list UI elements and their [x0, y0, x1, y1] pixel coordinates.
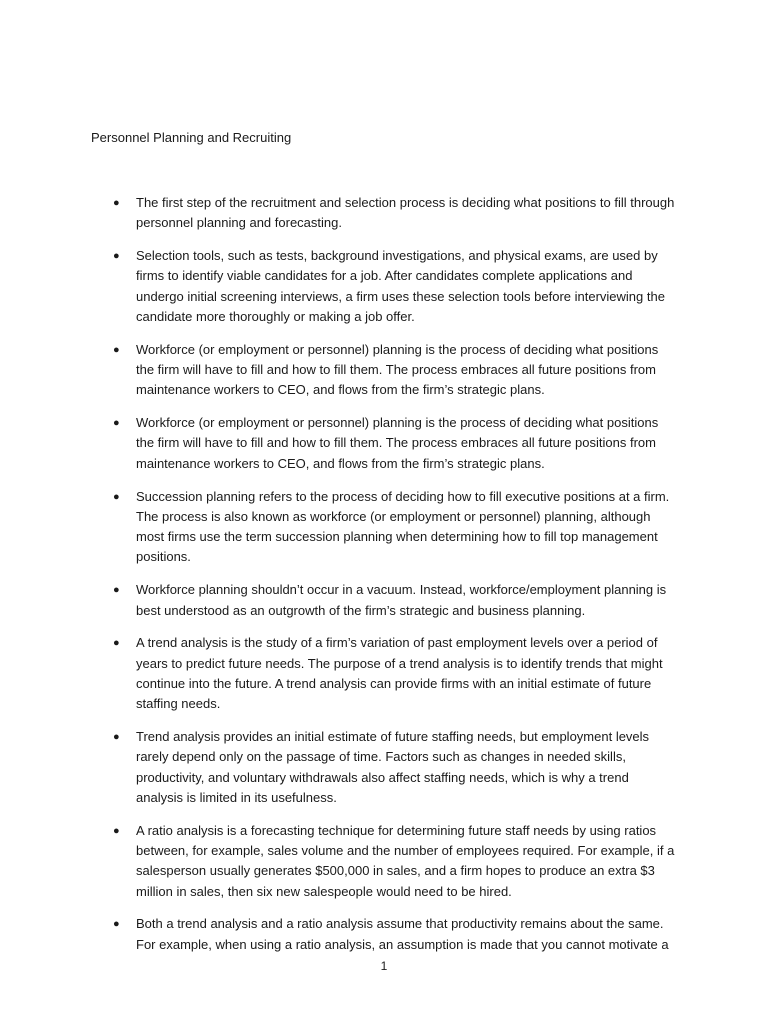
- list-item: [0, 246, 768, 327]
- list-item: [0, 193, 768, 234]
- bullet-text: Workforce (or employment or personnel) planning is the process of deciding what positions the firm will have to fill and how to fill them. The process embraces all future positions from maintenance workers to CEO, and flows from the firm’s strategic plans.: [136, 415, 659, 471]
- bullet-text: A ratio analysis is a forecasting technique for determining future staff needs by using ratios between, for example, sales volume and the number of employees required. For example, if a salesperson usually generates $500,000 in sales, and a firm hopes to produce an extra $3 million in sales, then six new salespeople would need to be hired.: [136, 822, 675, 899]
- page-number: 1: [380, 959, 388, 973]
- bullet-icon: ●: [113, 824, 120, 837]
- bullet-text: Trend analysis provides an initial estimate of future staffing needs, but employment levels rarely depend only on the passage of time. Factors such as changes in needed skills, productivity, and voluntary withdrawals also affect staffing needs, which is why a trend analysis is limited in its usefulness.: [136, 729, 650, 805]
- bullet-icon: ●: [113, 343, 120, 356]
- bullet-icon: ●: [113, 637, 120, 650]
- bullet-icon: ●: [113, 584, 120, 597]
- bullet-text: Workforce (or employment or personnel) planning is the process of deciding what positions the firm will have to fill and how to fill them. The process embraces all future positions from maintenance workers to CEO, and flows from the firm’s strategic plans.: [136, 341, 659, 398]
- list-item: [0, 821, 768, 902]
- bullet-icon: ●: [113, 417, 120, 430]
- bullet-icon: ●: [113, 731, 120, 744]
- bullet-text: The first step of the recruitment and selection process is deciding what positions to fill through personnel planning and forecasting.: [136, 195, 675, 231]
- bullet-text: Both a trend analysis and a ratio analysis assume that productivity remains about the same. For example, when using a ratio analysis, an assumption is made that you cannot motivate a: [136, 916, 669, 952]
- list-item: [0, 487, 768, 568]
- list-item: [0, 340, 768, 401]
- bullet-icon: ●: [113, 197, 120, 209]
- bullet-text: A trend analysis is the study of a firm’s variation of past employment levels over a period of years to predict future needs. The purpose of a trend analysis is to identify trends that might continue into the future. A trend analysis can provide firms with an initial estimate of future staffing needs.: [136, 635, 663, 712]
- list-item: [0, 413, 768, 474]
- list-item: [0, 633, 768, 714]
- list-item: [0, 914, 768, 955]
- bullet-icon: ●: [113, 918, 120, 931]
- document-title: Personnel Planning and Recruiting: [91, 130, 292, 145]
- bullet-icon: ●: [113, 490, 120, 503]
- list-item: [0, 580, 768, 621]
- bullet-text: Selection tools, such as tests, background investigations, and physical exams, are used by firms to identify viable candidates for a job. After candidates complete applications and undergo initial screening interviews, a firm uses these selection tools before interviewing the candidate more thoroughly or making a job offer.: [136, 248, 665, 324]
- list-item: [0, 727, 768, 808]
- bullet-icon: ●: [113, 250, 120, 263]
- bullet-text: Workforce planning shouldn’t occur in a vacuum. Instead, workforce/employment planning is best understood as an outgrowth of the firm’s strategic and business planning.: [136, 582, 667, 618]
- bullet-list: [0, 193, 768, 968]
- bullet-text: Succession planning refers to the process of deciding how to fill executive positions at a firm. The process is also known as workforce (or employment or personnel) planning, although most firms use the term succession planning when determining how to fill top management positions.: [136, 488, 670, 565]
